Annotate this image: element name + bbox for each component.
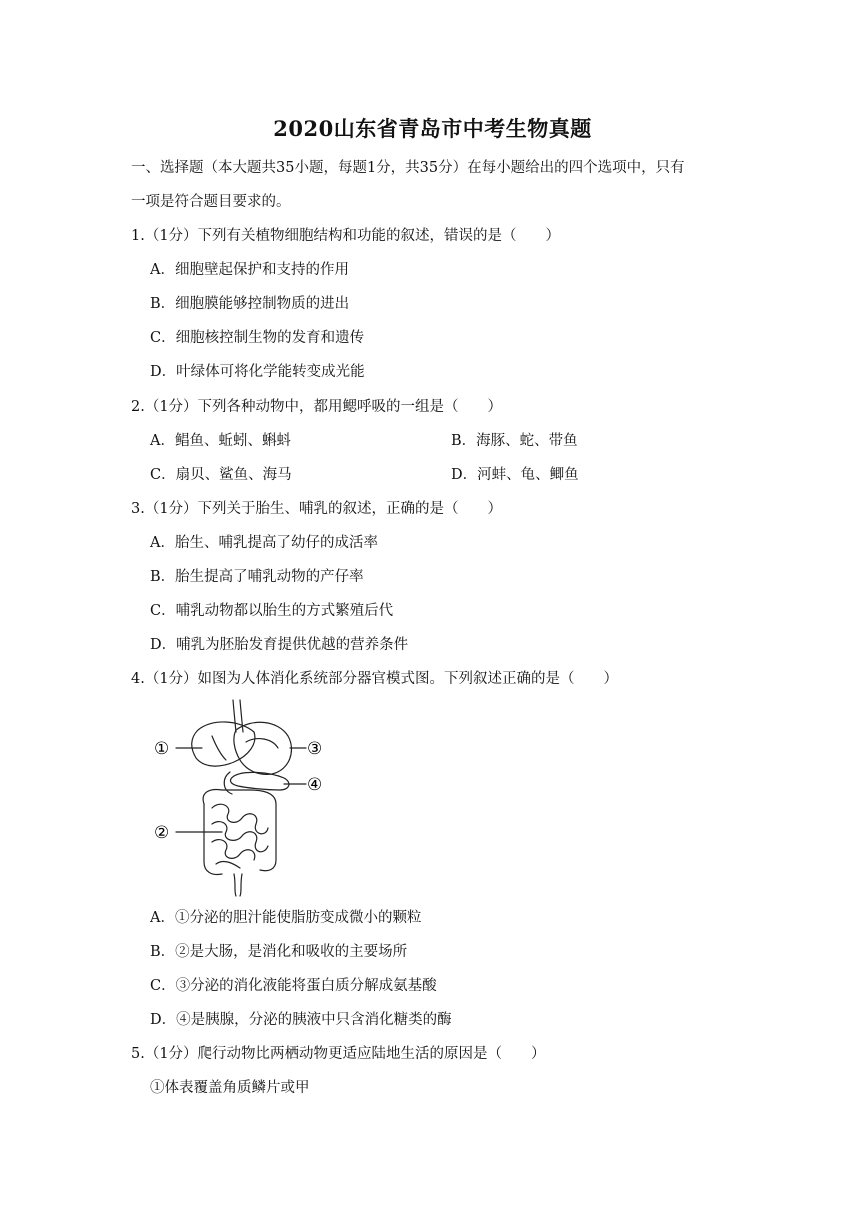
question-4-stem: 4.（1分）如图为人体消化系统部分器官模式图。下列叙述正确的是（ ） bbox=[131, 671, 619, 687]
question-2-option-b: B．海豚、蛇、带鱼 bbox=[451, 433, 578, 449]
esophagus-outline bbox=[233, 700, 236, 732]
question-2-option-d: D．河蚌、龟、鲫鱼 bbox=[451, 467, 579, 483]
digestive-system-figure bbox=[150, 692, 330, 897]
question-3-option-a: A．胎生、哺乳提高了幼仔的成活率 bbox=[150, 535, 378, 551]
rectum-outline bbox=[234, 874, 236, 896]
figure-label-1: ① bbox=[154, 739, 170, 759]
figure-label-3: ③ bbox=[307, 739, 323, 759]
question-4-option-d: D．④是胰腺，分泌的胰液中只含消化糖类的酶 bbox=[150, 1012, 452, 1028]
question-4-option-b: B．②是大肠，是消化和吸收的主要场所 bbox=[150, 944, 408, 960]
question-3-stem: 3.（1分）下列关于胎生、哺乳的叙述，正确的是（ ） bbox=[131, 501, 503, 517]
question-5-stem: 5.（1分）爬行动物比两栖动物更适应陆地生活的原因是（ ） bbox=[131, 1046, 546, 1062]
question-5-statement-1: ①体表覆盖角质鳞片或甲 bbox=[150, 1080, 310, 1096]
figure-label-4: ④ bbox=[307, 775, 323, 795]
small-intestine-coils bbox=[212, 804, 268, 834]
figure-label-2: ② bbox=[154, 823, 170, 843]
question-2-option-a: A．鲳鱼、蚯蚓、蝌蚪 bbox=[150, 433, 291, 449]
pancreas-outline bbox=[231, 772, 289, 790]
question-1-option-b: B．细胞膜能够控制物质的进出 bbox=[150, 296, 350, 312]
large-intestine-outline bbox=[203, 790, 276, 871]
liver-outline bbox=[192, 722, 255, 766]
question-2-stem: 2.（1分）下列各种动物中，都用鳃呼吸的一组是（ ） bbox=[131, 399, 503, 415]
question-1-option-c: C．细胞核控制生物的发育和遗传 bbox=[150, 330, 365, 346]
question-4-option-a: A．①分泌的胆汁能使脂肪变成微小的颗粒 bbox=[150, 910, 422, 926]
question-3-option-c: C．哺乳动物都以胎生的方式繁殖后代 bbox=[150, 603, 394, 619]
question-2-option-c: C．扇贝、鲨鱼、海马 bbox=[150, 467, 292, 483]
question-3-option-d: D．哺乳为胚胎发育提供优越的营养条件 bbox=[150, 637, 409, 653]
question-1-stem: 1.（1分）下列有关植物细胞结构和功能的叙述，错误的是（ ） bbox=[131, 228, 561, 244]
page-title: 2020山东省青岛市中考生物真题 bbox=[273, 116, 592, 141]
section-heading-line-1: 一、选择题（本大题共35小题，每题1分，共35分）在每小题给出的四个选项中，只有 bbox=[131, 160, 685, 176]
question-3-option-b: B．胎生提高了哺乳动物的产仔率 bbox=[150, 569, 364, 585]
question-1-option-a: A．细胞壁起保护和支持的作用 bbox=[150, 262, 349, 278]
question-4-option-c: C．③分泌的消化液能将蛋白质分解成氨基酸 bbox=[150, 978, 437, 994]
question-1-option-d: D．叶绿体可将化学能转变成光能 bbox=[150, 364, 365, 380]
section-heading-line-2: 一项是符合题目要求的。 bbox=[131, 194, 291, 210]
